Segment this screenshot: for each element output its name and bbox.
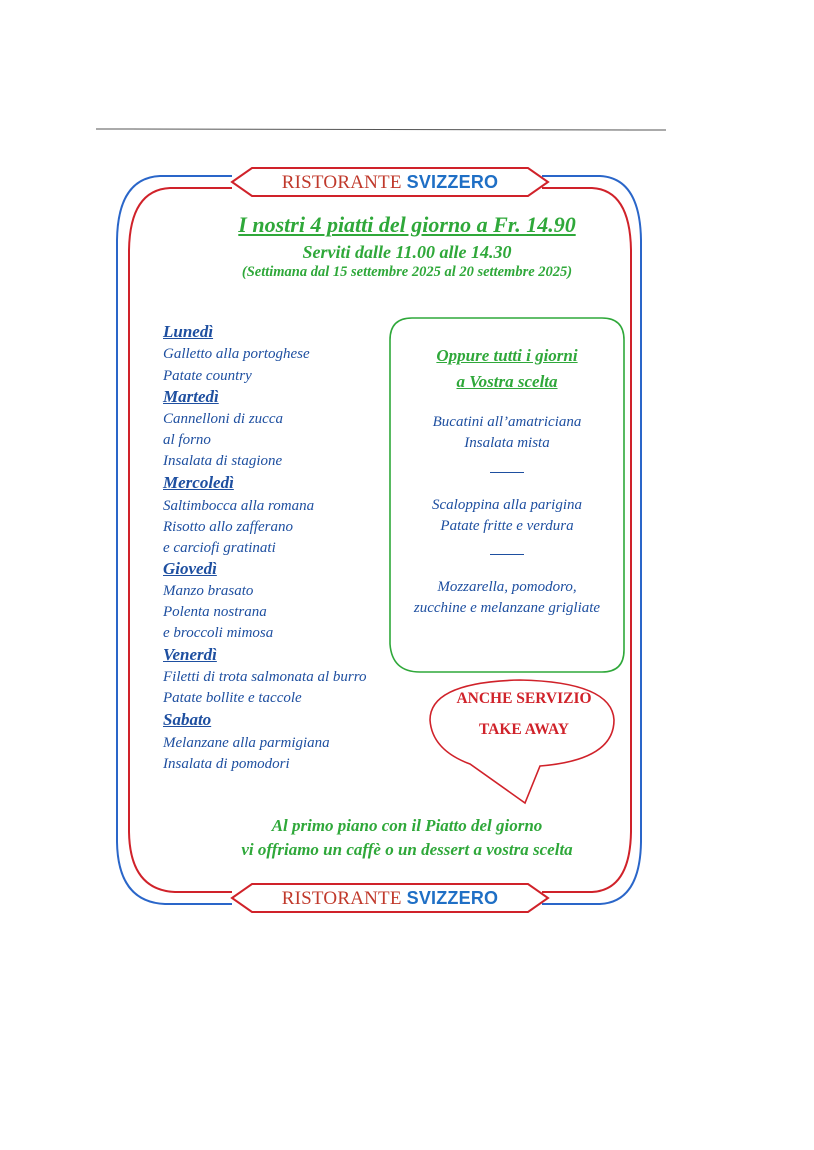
- dish: Cannelloni di zucca: [163, 411, 283, 427]
- alternative-item: Patate fritte e verdura: [440, 518, 574, 534]
- top-banner-main: RISTORANTE: [281, 172, 402, 193]
- day-saturday: Sabato: [163, 710, 212, 729]
- dish: Filetti di trota salmonata al burro: [163, 669, 367, 685]
- dish: Melanzane alla parmigiana: [163, 735, 330, 751]
- day-friday: Venerdì: [163, 645, 217, 664]
- alternatives-title-1: Oppure tutti i giorni: [436, 346, 578, 365]
- dish: e broccoli mimosa: [163, 625, 274, 641]
- alternative-item: Insalata mista: [464, 435, 550, 451]
- alternatives-title-2: a Vostra scelta: [456, 372, 558, 391]
- footer-line-2: vi offriamo un caffè o un dessert a vostra scelta: [241, 840, 573, 859]
- bottom-banner: [240, 885, 540, 911]
- alternative-item: Mozzarella, pomodoro,: [437, 579, 577, 595]
- day-wednesday: Mercoledì: [163, 473, 234, 492]
- footer-line-1: Al primo piano con il Piatto del giorno: [271, 816, 543, 835]
- takeaway-line-2: TAKE AWAY: [478, 721, 570, 738]
- dish: Risotto allo zafferano: [163, 519, 294, 535]
- bottom-banner-accent: SVIZZERO: [406, 888, 499, 908]
- dish: Polenta nostrana: [163, 604, 267, 620]
- alternative-item: zucchine e melanzane grigliate: [413, 600, 601, 616]
- page-edge-line: [96, 129, 666, 130]
- alternative-item: Scaloppina alla parigina: [432, 497, 582, 513]
- top-banner-accent: SVIZZERO: [406, 172, 499, 192]
- day-monday: Lunedì: [163, 322, 214, 341]
- alternative-separator: [490, 554, 524, 555]
- alternative-item: Bucatini all’amatriciana: [432, 414, 582, 430]
- top-banner: [240, 169, 540, 195]
- dish: Manzo brasato: [163, 583, 254, 599]
- week-range: (Settimana dal 15 settembre 2025 al 20 settembre 2025): [241, 264, 573, 280]
- dish: Saltimbocca alla romana: [163, 498, 315, 514]
- day-tuesday: Martedì: [163, 387, 219, 406]
- day-thursday: Giovedì: [163, 559, 217, 578]
- serving-hours: Serviti dalle 11.00 alle 14.30: [302, 242, 512, 262]
- dish: Patate country: [163, 368, 252, 384]
- dish: al forno: [163, 432, 211, 448]
- bottom-banner-main: RISTORANTE: [281, 888, 402, 909]
- dish: Insalata di pomodori: [163, 756, 290, 772]
- dish: Patate bollite e taccole: [163, 690, 302, 706]
- dish: e carciofi gratinati: [163, 540, 276, 556]
- menu-title: I nostri 4 piatti del giorno a Fr. 14.90: [238, 212, 576, 237]
- dish: Galletto alla portoghese: [163, 346, 310, 362]
- alternative-separator: [490, 472, 524, 473]
- takeaway-line-1: ANCHE SERVIZIO: [456, 690, 592, 707]
- dish: Insalata di stagione: [163, 453, 283, 469]
